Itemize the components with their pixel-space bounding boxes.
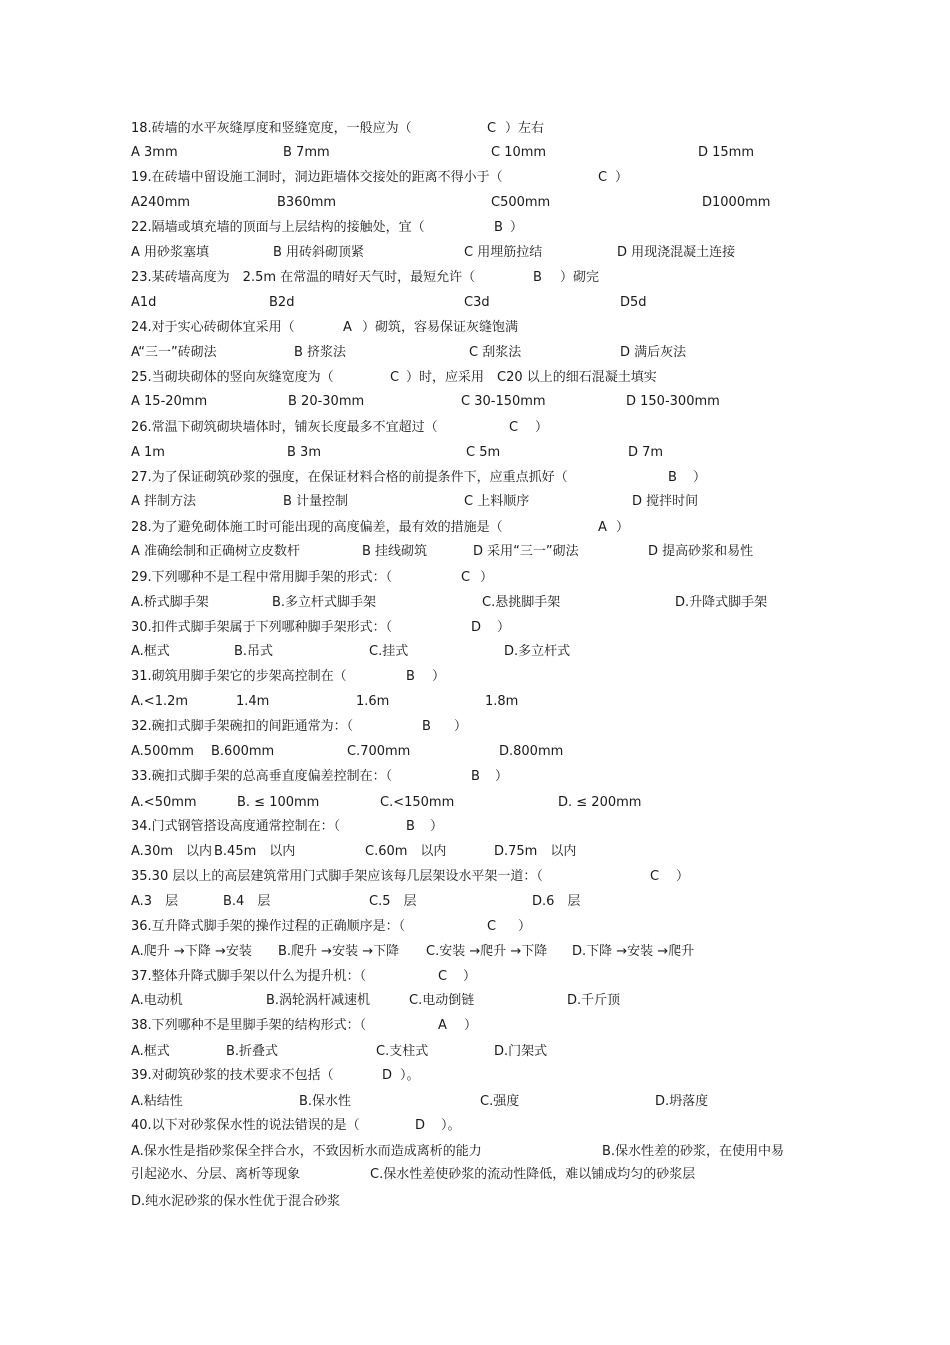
question-stem-tail: ）	[430, 819, 444, 834]
option-text: B.600mm	[211, 744, 275, 759]
question-stem-tail: ）	[535, 420, 549, 435]
option-text: B.保水性	[299, 1094, 352, 1109]
answer-letter: B	[406, 819, 415, 834]
option-text: D 7m	[628, 445, 664, 460]
answer-letter: C	[390, 370, 400, 385]
question-stem: 19.在砖墙中留设施工洞时，洞边距墙体交接处的距离不得小于（	[131, 170, 503, 185]
answer-letter: A	[438, 1018, 447, 1033]
answer-letter: C	[509, 420, 519, 435]
option-text: D5d	[620, 295, 647, 310]
option-text: A 3mm	[131, 145, 178, 160]
answer-letter: C	[438, 969, 448, 984]
option-text: A.<50mm	[131, 795, 197, 810]
question-stem-tail: ）	[495, 769, 509, 784]
option-text: A.电动机	[131, 993, 183, 1008]
option-text: D 用现浇混凝土连接	[617, 245, 736, 260]
question-stem-tail: ）	[693, 470, 707, 485]
option-text: C 30-150mm	[461, 394, 546, 409]
option-text: A 15-20mm	[131, 394, 208, 409]
option-text: B 用砖斜砌顶紧	[273, 245, 365, 260]
answer-letter: B	[422, 719, 431, 734]
option-text: A.框式	[131, 644, 170, 659]
question-stem: 39.对砌筑砂浆的技术要求不包括（	[131, 1068, 334, 1083]
answer-letter: C	[487, 919, 497, 934]
option-text: D.千斤顶	[567, 993, 621, 1008]
question-stem: 35.30 层以上的高层建筑常用门式脚手架应该每几层架设水平架一道：（	[131, 869, 543, 884]
option-text: A.3 层	[131, 894, 179, 909]
question-stem: 22.隔墙或填充墙的顶面与上层结构的接触处，宜（	[131, 220, 425, 235]
option-text: C 用埋筋拉结	[464, 245, 543, 260]
answer-letter: C	[487, 121, 497, 136]
option-text: B.保水性差的砂浆，在使用中易	[602, 1144, 785, 1159]
answer-letter: D	[471, 620, 482, 635]
option-text: A.框式	[131, 1044, 170, 1059]
option-text: A 用砂浆塞填	[131, 245, 210, 260]
option-text: D 150-300mm	[626, 394, 720, 409]
option-text: D 15mm	[698, 145, 755, 160]
option-text: A 准确绘制和正确树立皮数杆	[131, 544, 301, 559]
option-text: B.爬升 →安装 →下降	[278, 944, 400, 959]
answer-letter: B	[471, 769, 480, 784]
option-text: C.电动倒链	[409, 993, 475, 1008]
option-text: 引起泌水、分层、离析等现象	[131, 1167, 301, 1182]
answer-letter: B	[668, 470, 677, 485]
question-stem: 18.砖墙的水平灰缝厚度和竖缝宽度，一般应为（	[131, 121, 412, 136]
question-stem-tail: ）	[464, 1018, 478, 1033]
question-stem-tail: ）	[616, 520, 630, 535]
option-text: 1.4m	[236, 694, 270, 709]
option-text: A.500mm	[131, 744, 194, 759]
answer-letter: B	[406, 669, 415, 684]
option-text: B.4 层	[223, 894, 271, 909]
option-text: C.挂式	[369, 644, 409, 659]
question-stem-tail: ）	[676, 869, 690, 884]
option-text: B 7mm	[283, 145, 330, 160]
option-text: D.坍落度	[655, 1094, 709, 1109]
question-stem: 32.碗扣式脚手架碗扣的间距通常为：（	[131, 719, 354, 734]
option-text: D.多立杆式	[504, 644, 571, 659]
option-text: C3d	[464, 295, 490, 310]
question-stem-tail: ）	[518, 919, 532, 934]
question-stem: 25.当砌块砌体的竖向灰缝宽度为（	[131, 370, 334, 385]
option-text: B.涡轮涡杆减速机	[266, 993, 371, 1008]
option-text: B. ≤ 100mm	[237, 795, 320, 810]
option-text: D.门架式	[494, 1044, 548, 1059]
question-stem-tail: ）	[615, 170, 629, 185]
question-stem-tail: ）左右	[505, 121, 545, 136]
option-text: C.支柱式	[376, 1044, 429, 1059]
question-stem: 36.互升降式脚手架的操作过程的正确顺序是：（	[131, 919, 406, 934]
answer-letter: A	[598, 520, 607, 535]
option-text: D 采用“三一”砌法	[473, 544, 579, 559]
option-text: B.45m 以内	[214, 844, 296, 859]
question-stem: 37.整体升降式脚手架以什么为提升机：（	[131, 969, 367, 984]
option-text: D.纯水泥砂浆的保水性优于混合砂浆	[131, 1194, 341, 1209]
option-text: A 1m	[131, 445, 165, 460]
option-text: A.30m 以内	[131, 844, 213, 859]
question-stem: 27.为了保证砌筑砂浆的强度，在保证材料合格的前提条件下，应重点抓好（	[131, 470, 568, 485]
question-stem: 34.门式钢管搭设高度通常控制在：（	[131, 819, 341, 834]
option-text: D 满后灰法	[620, 345, 687, 360]
question-stem-tail: ）时，应采用 C20 以上的细石混凝土填实	[406, 370, 657, 385]
option-text: D1000mm	[702, 195, 771, 210]
question-stem-tail: ）	[432, 669, 446, 684]
option-text: C 5m	[466, 445, 501, 460]
question-stem-tail: ）。	[400, 1068, 420, 1083]
option-text: B.折叠式	[226, 1044, 279, 1059]
option-text: D.75m 以内	[494, 844, 577, 859]
option-text: B 挤浆法	[294, 345, 347, 360]
option-text: D 提高砂浆和易性	[648, 544, 754, 559]
option-text: B360mm	[277, 195, 337, 210]
option-text: A“三一”砖砌法	[131, 345, 217, 360]
question-stem-tail: ）	[480, 570, 494, 585]
answer-letter: D	[415, 1118, 426, 1133]
question-stem: 29.下列哪种不是工程中常用脚手架的形式：（	[131, 570, 393, 585]
question-stem: 28.为了避免砌体施工时可能出现的高度偏差，最有效的措施是（	[131, 520, 503, 535]
question-stem: 38.下列哪种不是里脚手架的结构形式：（	[131, 1018, 367, 1033]
option-text: D.6 层	[532, 894, 581, 909]
answer-letter: B	[494, 220, 503, 235]
answer-letter: C	[461, 570, 471, 585]
option-text: C.60m 以内	[365, 844, 447, 859]
answer-letter: C	[598, 170, 608, 185]
option-text: C 10mm	[491, 145, 547, 160]
option-text: B 挂线砌筑	[362, 544, 428, 559]
question-stem: 26.常温下砌筑砌块墙体时，铺灰长度最多不宜超过（	[131, 420, 438, 435]
option-text: B2d	[269, 295, 295, 310]
option-text: B.多立杆式脚手架	[272, 595, 377, 610]
option-text: D. ≤ 200mm	[558, 795, 642, 810]
option-text: C.5 层	[369, 894, 417, 909]
option-text: A.爬升 →下降 →安装	[131, 944, 252, 959]
option-text: C 上料顺序	[464, 494, 530, 509]
question-stem: 33.碗扣式脚手架的总高垂直度偏差控制在：（	[131, 769, 393, 784]
option-text: A.<1.2m	[131, 694, 189, 709]
option-text: B 计量控制	[283, 494, 349, 509]
option-text: D.升降式脚手架	[675, 595, 768, 610]
question-stem-tail: ）	[454, 719, 468, 734]
option-text: C500mm	[491, 195, 551, 210]
option-text: C.<150mm	[380, 795, 455, 810]
option-text: C.安装 →爬升 →下降	[426, 944, 548, 959]
option-text: A.粘结性	[131, 1094, 183, 1109]
question-stem: 24.对于实心砖砌体宜采用（	[131, 320, 295, 335]
option-text: C.强度	[480, 1094, 520, 1109]
question-stem-tail: ）	[510, 220, 524, 235]
option-text: A 拌制方法	[131, 494, 197, 509]
option-text: 1.8m	[485, 694, 519, 709]
option-text: A.保水性是指砂浆保全拌合水，不致因析水而造成离析的能力	[131, 1144, 482, 1159]
question-stem-tail: ）砌完	[560, 270, 600, 285]
question-stem: 31.砌筑用脚手架它的步架高控制在（	[131, 669, 347, 684]
option-text: 1.6m	[356, 694, 390, 709]
option-text: D 搅拌时间	[632, 494, 699, 509]
question-stem-tail: ）砌筑，容易保证灰缝饱满	[362, 320, 519, 335]
answer-letter: D	[382, 1068, 393, 1083]
option-text: B.吊式	[234, 644, 274, 659]
option-text: A.桥式脚手架	[131, 595, 209, 610]
question-stem-tail: ）	[497, 620, 511, 635]
option-text: B 3m	[287, 445, 321, 460]
question-stem: 30.扣件式脚手架属于下列哪种脚手架形式：（	[131, 620, 393, 635]
question-stem: 40.以下对砂浆保水性的说法错误的是（	[131, 1118, 360, 1133]
question-stem-tail: ）。	[441, 1118, 461, 1133]
option-text: C 刮浆法	[469, 345, 522, 360]
question-stem-tail: ）	[463, 969, 477, 984]
option-text: A240mm	[131, 195, 191, 210]
answer-letter: C	[650, 869, 660, 884]
option-text: C.700mm	[347, 744, 411, 759]
question-stem: 23.某砖墙高度为 2.5m 在常温的晴好天气时，最短允许（	[131, 270, 476, 285]
option-text: D.800mm	[499, 744, 564, 759]
option-text: A1d	[131, 295, 157, 310]
answer-letter: A	[343, 320, 352, 335]
option-text: C.悬挑脚手架	[482, 595, 561, 610]
option-text: C.保水性差使砂浆的流动性降低，难以铺成均匀的砂浆层	[370, 1167, 696, 1182]
option-text: D.下降 →安装 →爬升	[572, 944, 695, 959]
answer-letter: B	[533, 270, 542, 285]
option-text: B 20-30mm	[288, 394, 365, 409]
